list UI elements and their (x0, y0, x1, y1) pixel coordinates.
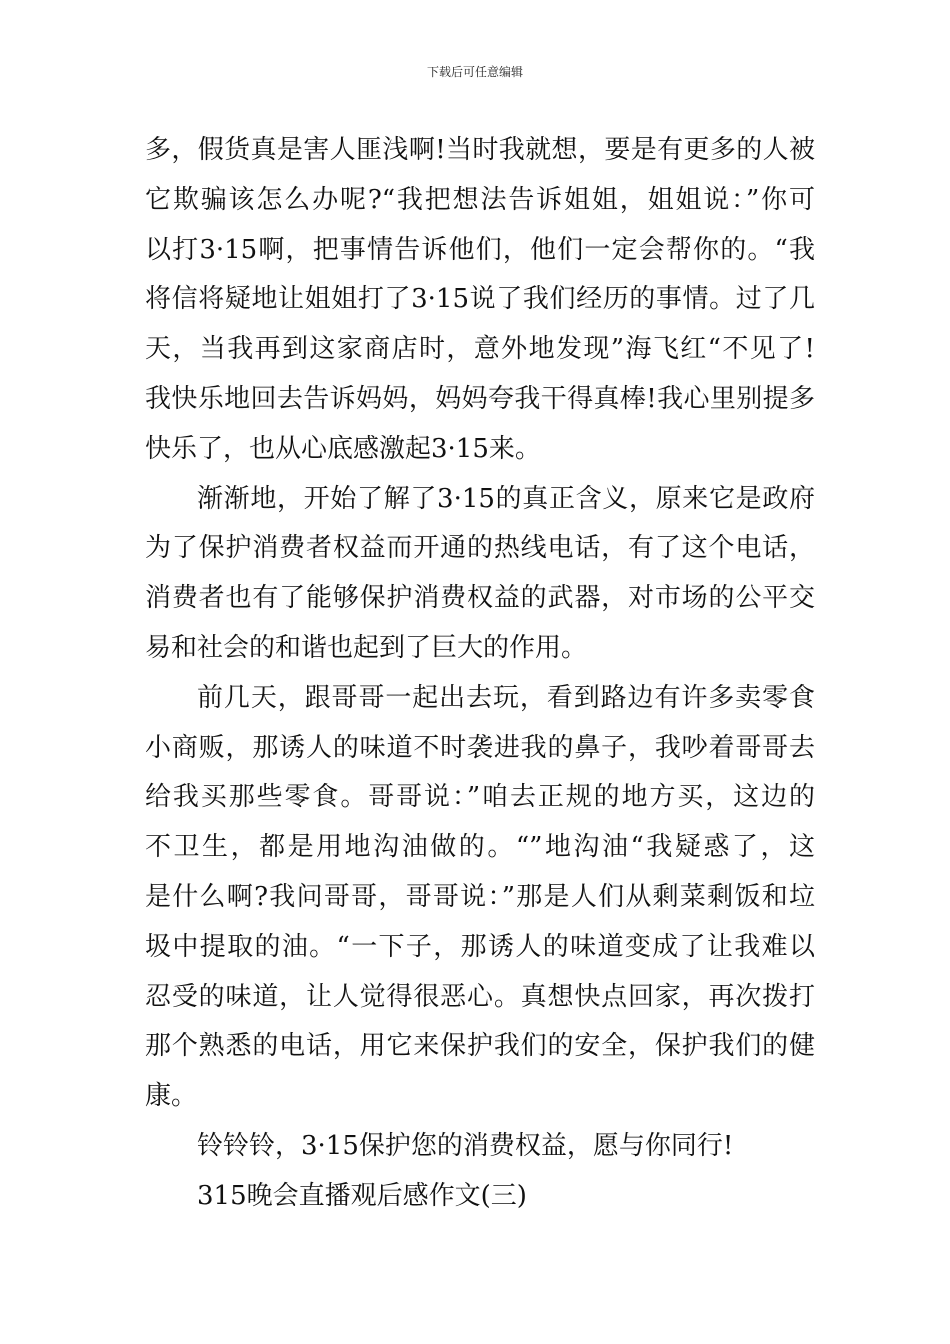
page-header: 下载后可任意编辑 (426, 65, 523, 79)
text-line: 天，当我再到这家商店时，意外地发现”海飞红“不见了! (145, 334, 815, 365)
document-body (145, 126, 815, 1222)
text-line: 是什么啊?我问哥哥，哥哥说：”那是人们从剩菜剩饭和垃 (145, 881, 815, 912)
text-line: 不卫生，都是用地沟油做的。“”地沟油“我疑惑了，这 (145, 832, 815, 863)
paragraph-start-line: 渐渐地，开始了解了3·15的真正含义，原来它是政府 (197, 483, 815, 514)
paragraph-start-line: 铃铃铃，3·15保护您的消费权益，愿与你同行! (197, 1130, 734, 1161)
text-line: 忍受的味道，让人觉得很恶心。真想快点回家，再次拨打 (145, 981, 815, 1012)
text-line: 给我买那些零食。哥哥说：”咱去正规的地方买，这边的 (145, 782, 815, 813)
section-title: 315晚会直播观后感作文(三) (197, 1180, 527, 1211)
text-line: 消费者也有了能够保护消费权益的武器，对市场的公平交 (145, 583, 815, 614)
text-line: 多，假货真是害人匪浅啊!当时我就想，要是有更多的人被 (145, 135, 815, 165)
text-line: 它欺骗该怎么办呢?“我把想法告诉姐姐，姐姐说：”你可 (145, 184, 815, 215)
text-line: 那个熟悉的电话，用它来保护我们的安全，保护我们的健 (145, 1031, 815, 1062)
text-line: 以打3·15啊，把事情告诉他们，他们一定会帮你的。“我 (145, 234, 815, 265)
text-line: 易和社会的和谐也起到了巨大的作用。 (145, 632, 588, 663)
paragraph-start-line: 前几天，跟哥哥一起出去玩，看到路边有许多卖零食 (197, 682, 815, 713)
text-line: 我快乐地回去告诉妈妈，妈妈夸我干得真棒!我心里别提多 (145, 383, 815, 414)
text-line: 为了保护消费者权益而开通的热线电话，有了这个电话， (145, 533, 815, 564)
text-line: 小商贩，那诱人的味道不时袭进我的鼻子，我吵着哥哥去 (145, 732, 815, 763)
text-line: 将信将疑地让姐姐打了3·15说了我们经历的事情。过了几 (145, 284, 815, 315)
text-line: 快乐了，也从心底感激起3·15来。 (145, 433, 541, 464)
text-line: 圾中提取的油。“一下子，那诱人的味道变成了让我难以 (145, 931, 815, 962)
text-line: 康。 (145, 1081, 198, 1112)
